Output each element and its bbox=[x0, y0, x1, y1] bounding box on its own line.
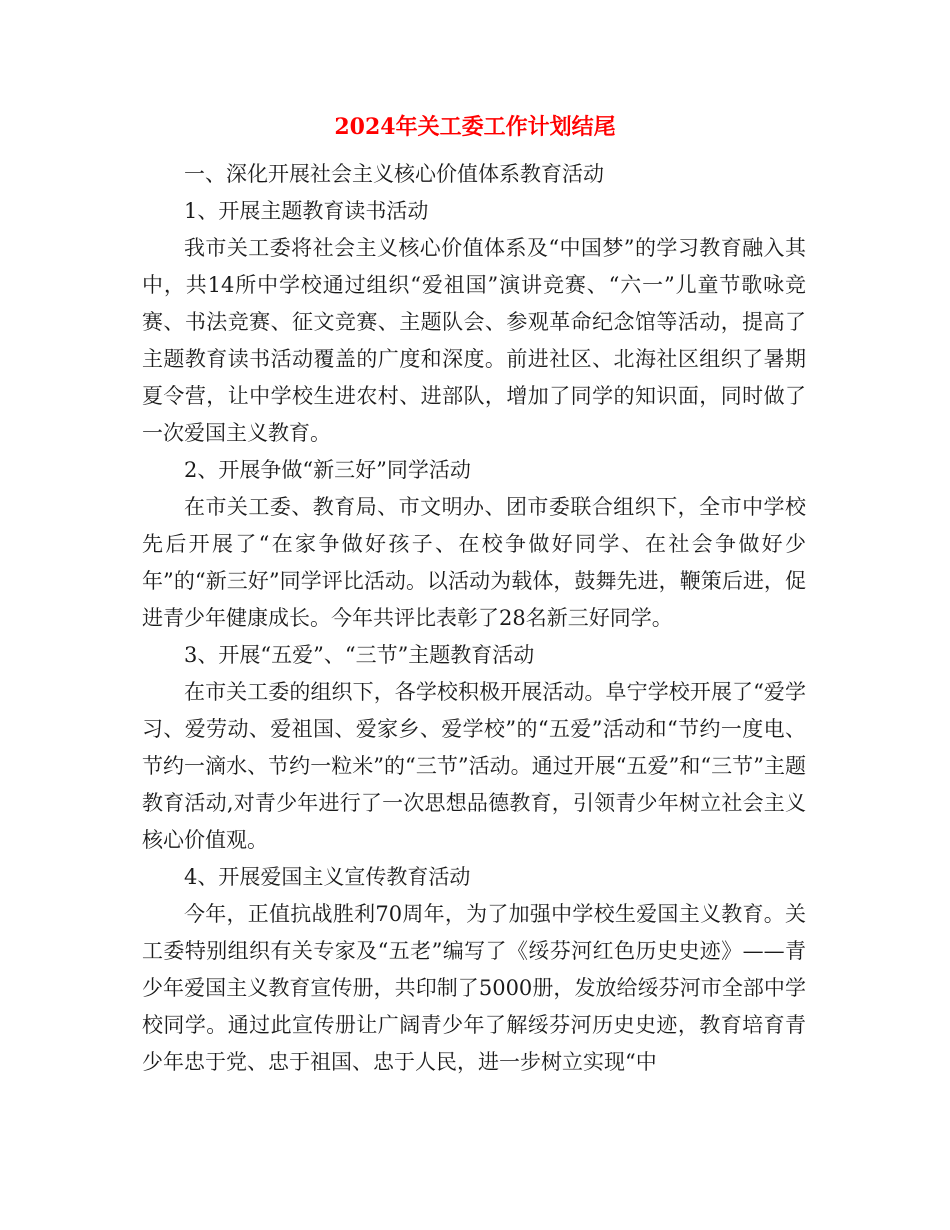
document-body bbox=[142, 156, 806, 1081]
body-paragraph: 今年，正值抗战胜利70周年，为了加强中学校生爱国主义教育。关工委特别组织有关专家及“五老”编写了《绥芬河红色历史史迹》——青少年爱国主义教育宣传册，共印制了5000册，发放给绥芬河市全部中学校同学。通过此宣传册让广阔青少年了解绥芬河历史史迹，教育培育青少年忠于党、忠于祖国、忠于人民，进一步树立实现“中 bbox=[142, 902, 806, 1074]
document-title: 2024年关工委工作计划结尾 bbox=[334, 114, 616, 140]
section-heading: 一、深化开展社会主义核心价值体系教育活动 bbox=[184, 162, 604, 186]
body-paragraph: 我市关工委将社会主义核心价值体系及“中国梦”的学习教育融入其中，共14所中学校通过组织“爱祖国”演讲竞赛、“六一”儿童节歌咏竞赛、书法竞赛、征文竞赛、主题队会、参观革命纪念馆等活动，提高了主题教育读书活动覆盖的广度和深度。前进社区、北海社区组织了暑期夏令营，让中学校生进农村、进部队，增加了同学的知识面，同时做了一次爱国主义教育。 bbox=[142, 236, 806, 445]
body-paragraph: 在市关工委的组织下，各学校积极开展活动。阜宁学校开展了“爱学习、爱劳动、爱祖国、爱家乡、爱学校”的“五爱”活动和“节约一度电、节约一滴水、节约一粒米”的“三节”活动。通过开展“五爱”和“三节”主题教育活动,对青少年进行了一次思想品德教育，引领青少年树立社会主义核心价值观。 bbox=[142, 680, 806, 852]
body-paragraph: 在市关工委、教育局、市文明办、团市委联合组织下，全市中学校先后开展了“在家争做好孩子、在校争做好同学、在社会争做好少年”的“新三好”同学评比活动。以活动为载体，鼓舞先进，鞭策后进，促进青少年健康成长。今年共评比表彰了28名新三好同学。 bbox=[142, 495, 806, 630]
subsection-heading: 2、开展争做“新三好”同学活动 bbox=[184, 458, 471, 482]
subsection-heading: 3、开展“五爱”、“三节”主题教育活动 bbox=[184, 643, 535, 667]
subsection-heading: 1、开展主题教育读书活动 bbox=[184, 199, 429, 223]
subsection-heading: 4、开展爱国主义宣传教育活动 bbox=[184, 865, 471, 889]
